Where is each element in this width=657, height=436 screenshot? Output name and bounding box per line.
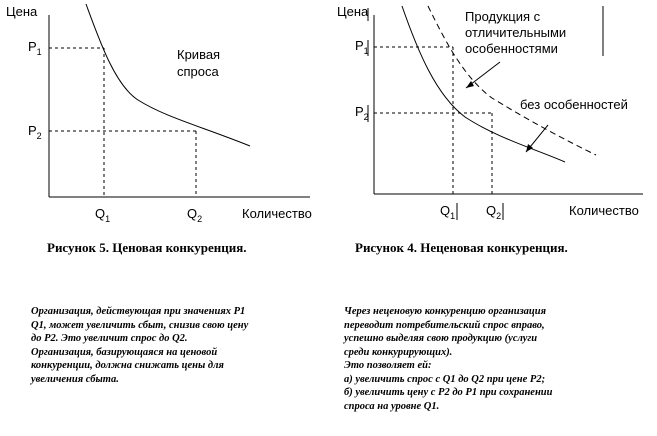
right-note-line-1: Через неценовую конкуренцию организация (344, 306, 547, 317)
right-dist-label-line3: особенностями (465, 41, 558, 56)
left-note-line-4: Организация, базирующаяся на ценовой (31, 346, 218, 358)
right-p1-label: $P_1$ (355, 38, 369, 56)
right-note (344, 305, 644, 413)
left-note-line-1: Организация, действующая при значениях P1 (31, 306, 246, 317)
right-q2-label: $Q_2$ (486, 203, 502, 221)
left-curve-label-line2: спроса (177, 64, 219, 79)
right-q1-label: $Q_1$ (440, 203, 456, 221)
right-dist-arrowhead (466, 81, 474, 88)
right-chart (337, 4, 643, 221)
right-note-line-7: б) увеличить цену с P2 до P1 при сохранении (344, 387, 553, 398)
right-note-line-3: успешно выделяя свою продукцию (услуги (344, 333, 538, 344)
left-note (31, 305, 331, 386)
left-q1-label: $Q_1$ (95, 206, 111, 224)
right-note-line-2: переводит потребительский спрос вправо, (344, 319, 545, 331)
left-note-line-2: Q1, может увеличить сбыт, снизив свою цену (31, 319, 249, 331)
right-note-line-4: среди конкурирующих). (344, 346, 453, 358)
left-note-line-5: конкуренции, должна снижать цены для (31, 360, 224, 371)
right-note-line-8: спроса на уровне Q1. (344, 400, 440, 412)
left-note-line-3: до P2. Это увеличит спрос до Q2. (31, 333, 188, 344)
left-p2-label: $P_2$ (28, 123, 42, 141)
left-curve-label-line1: Кривая (177, 47, 221, 62)
left-y-axis-label: Цена (6, 4, 38, 19)
left-chart (6, 4, 312, 224)
left-caption: Рисунок 5. Ценовая конкуренция. (47, 240, 247, 255)
left-demand-curve (86, 4, 250, 146)
left-p1-label: $P_1$ (28, 39, 42, 57)
right-plain-label: без особенностей (520, 97, 628, 112)
right-note-line-6: а) увеличить спрос с Q1 до Q2 при цене P2; (344, 373, 546, 385)
right-dist-label-line1: Продукция с (465, 9, 541, 24)
right-note-line-5: Это позволяет ей: (344, 360, 432, 371)
right-caption: Рисунок 4. Неценовая конкуренция. (355, 240, 568, 255)
right-y-axis-label: Цена (337, 4, 369, 19)
left-note-line-6: увеличения сбыта. (31, 373, 119, 385)
right-p2-label: $P_2$ (355, 104, 369, 122)
right-dist-label-line2: отличительными (465, 25, 567, 40)
left-x-axis-label: Количество (242, 206, 312, 221)
left-q2-label: $Q_2$ (187, 206, 203, 224)
right-x-axis-label: Количество (569, 203, 639, 218)
